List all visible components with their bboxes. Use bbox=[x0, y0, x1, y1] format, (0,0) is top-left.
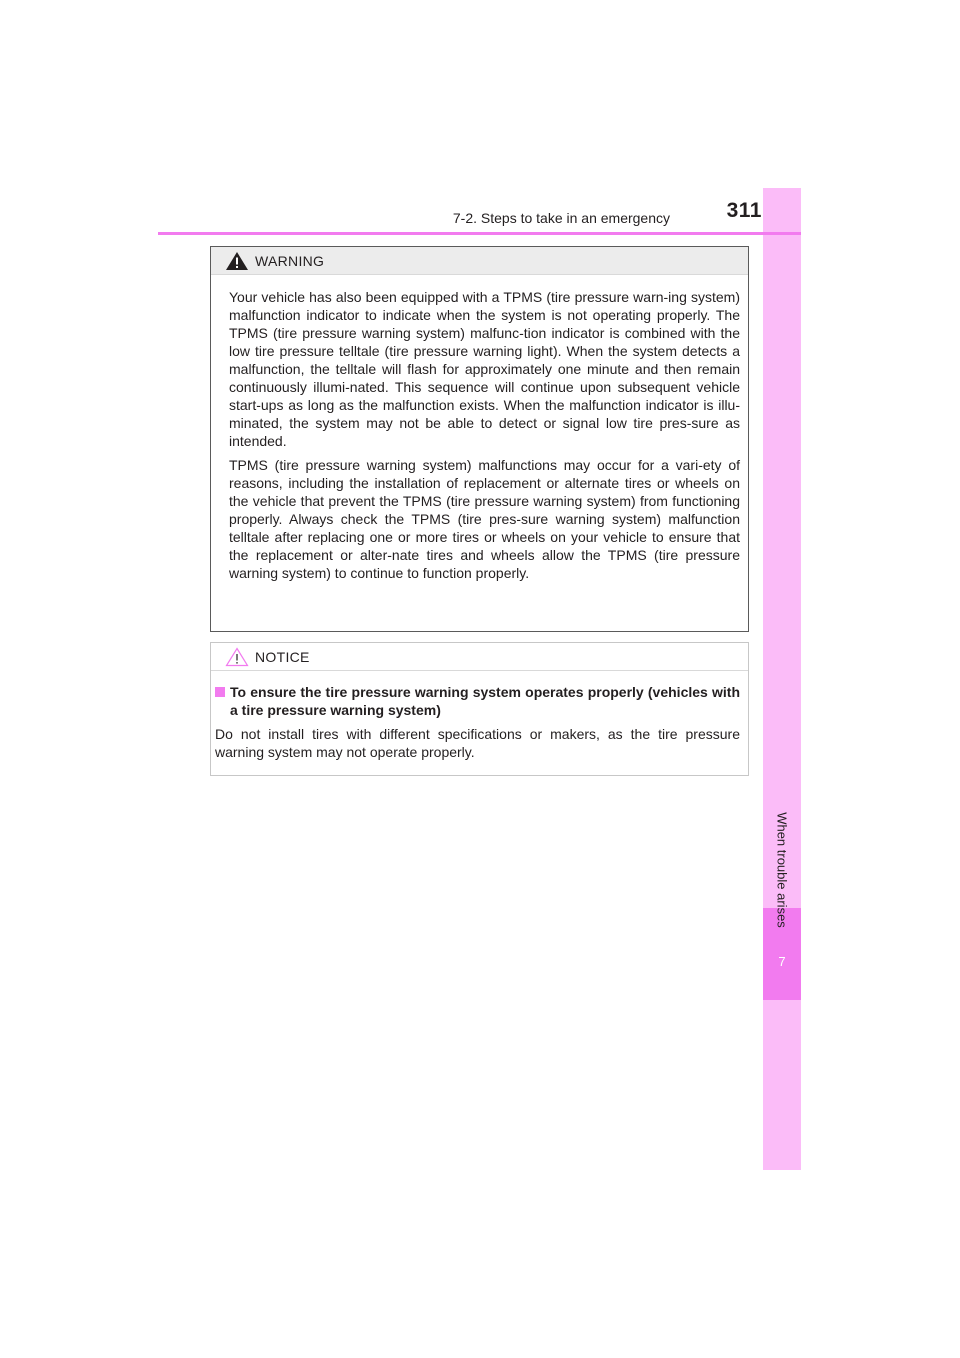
warning-header bbox=[211, 247, 748, 275]
caution-triangle-outline-icon bbox=[225, 647, 249, 667]
notice-label: NOTICE bbox=[255, 649, 310, 665]
warning-triangle-icon bbox=[225, 251, 249, 271]
notice-header bbox=[211, 643, 748, 671]
warning-paragraph-2: TPMS (tire pressure warning system) malfunctions may occur for a vari-ety of reasons, including the installation of replacement or alternate tires or wheels on the vehicle that prevent the TPMS (tire pressure warning system) from functioning properly. Always check the TPMS (tire pres-sure warning system) malfunction telltale after replacing one or more tires or wheels on your vehicle to ensure that the replacement or alter-nate tires and wheels allow the TPMS (tire pressure warning system) to continue to function properly. bbox=[229, 457, 740, 581]
section-title: 7-2. Steps to take in an emergency bbox=[452, 210, 670, 226]
warning-label: WARNING bbox=[255, 253, 325, 269]
chapter-number: 7 bbox=[778, 954, 786, 969]
square-bullet-icon bbox=[215, 687, 225, 697]
notice-heading-text: To ensure the tire pressure warning system operates properly (vehicles with a tire pressure warning system) bbox=[230, 684, 740, 718]
page-number: 311 bbox=[726, 199, 762, 222]
notice-heading bbox=[215, 683, 740, 719]
header-rule bbox=[158, 232, 801, 235]
chapter-label: When trouble arises bbox=[774, 812, 790, 928]
warning-paragraph-1: Your vehicle has also been equipped with a TPMS (tire pressure warn-ing system) malfunction indicator to indicate when the system is not operating properly. The TPMS (tire pressure warning system) malfunc-tion indicator is combined with the low tire pressure telltale (tire pressure warning light). When the system detects a malfunction, the telltale will flash for approximately one minute and then remain continuously illumi-nated. This sequence will continue upon subsequent vehicle start-ups as long as the malfunction exists. When the malfunction indicator is illu-minated, the system may not be able to detect or signal low tire pres-sure as intended. bbox=[229, 289, 740, 449]
notice-text: Do not install tires with different specifications or makers, as the tire pressure warning system may not operate properly. bbox=[215, 726, 740, 760]
warning-body bbox=[211, 275, 748, 582]
notice-body bbox=[211, 671, 748, 761]
side-tab bbox=[763, 188, 801, 1170]
warning-box bbox=[210, 246, 749, 632]
notice-box bbox=[210, 642, 749, 776]
